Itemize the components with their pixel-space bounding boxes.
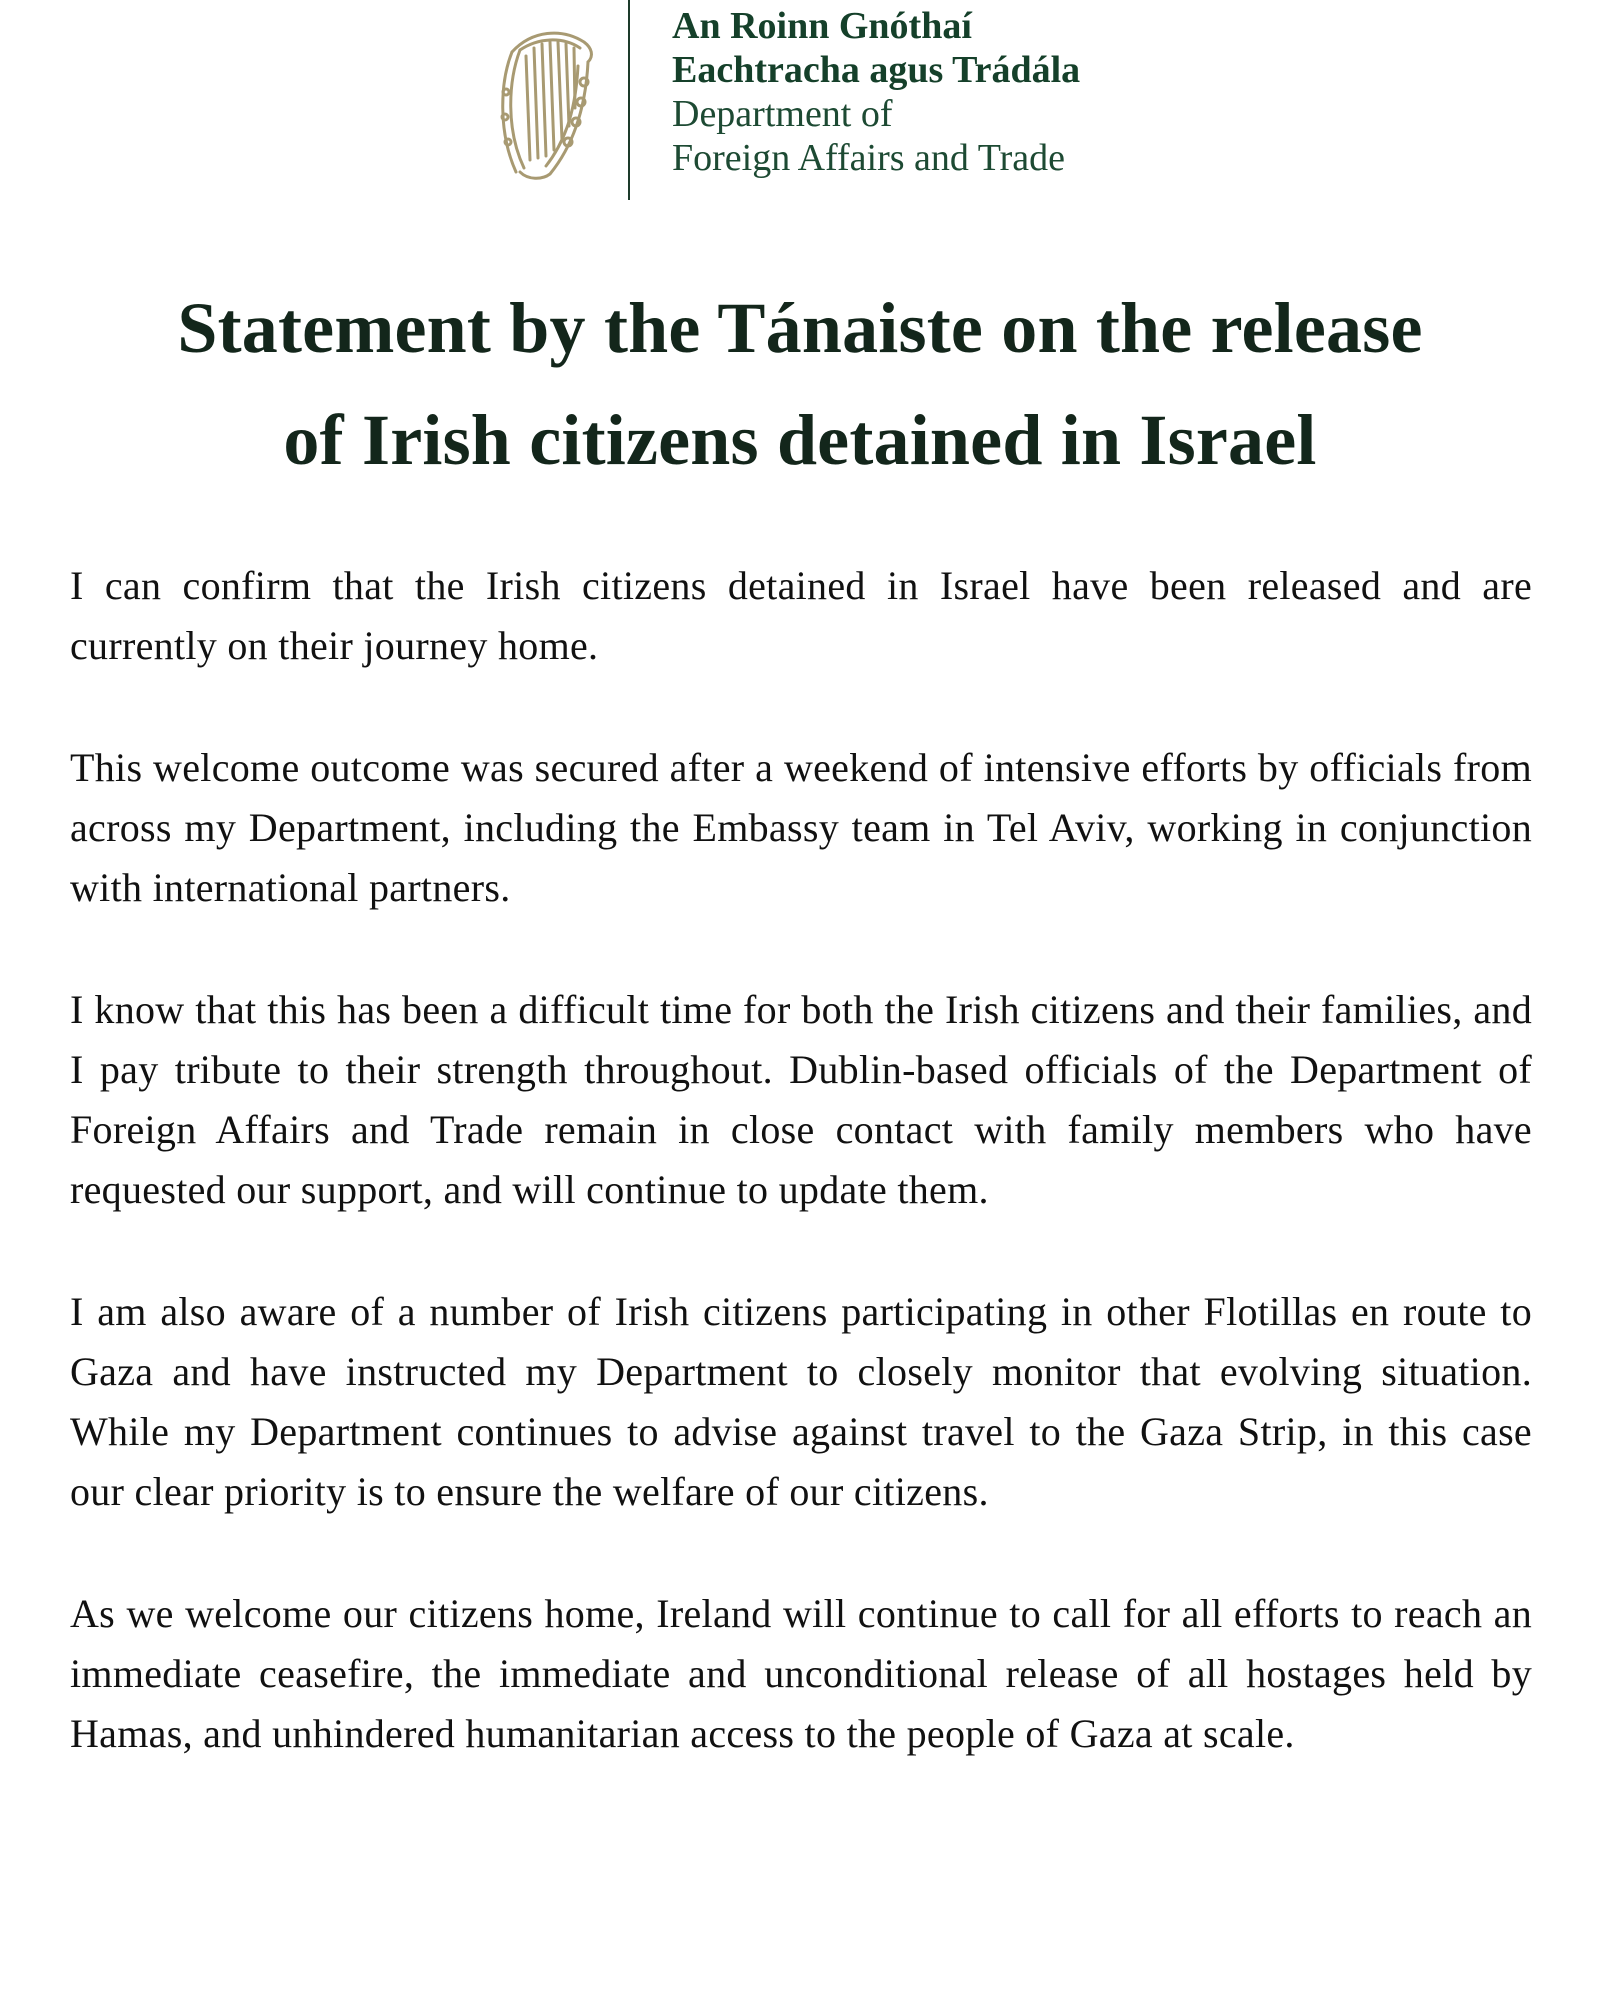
masthead-divider [628, 0, 630, 200]
statement-paragraph: This welcome outcome was secured after a weekend of intensive efforts by officials from across my Department, including the Embassy team in Tel Aviv, working in conjunction with international partners. [70, 745, 1532, 910]
statement-paragraph: I know that this has been a difficult time for both the Irish citizens and their families, and I pay tribute to their strength throughout. Dublin-based officials of the Department of Foreign Affairs and Trade remain in close contact with family members who have requested our support, and will continue to update them. [70, 987, 1532, 1212]
statement-body [70, 556, 1532, 1826]
statement-paragraph: As we welcome our citizens home, Ireland will continue to call for all efforts to reach an immediate ceasefire, the immediate and unconditional release of all hostages held by Hamas, and unhindered humanitarian access to the people of Gaza at scale. [70, 1591, 1532, 1756]
statement-title [60, 272, 1540, 496]
statement-title-line2: of Irish citizens detained in Israel [283, 400, 1317, 480]
department-masthead [480, 0, 1200, 205]
statement-title-line1: Statement by the Tánaiste on the release [177, 288, 1423, 368]
dept-name-irish-line1: An Roinn Gnóthaí [672, 5, 972, 47]
dept-name-irish-line2: Eachtracha agus Trádála [672, 49, 1081, 91]
harp-icon [492, 22, 600, 182]
dept-name-english-line2: Foreign Affairs and Trade [672, 137, 1065, 179]
statement-paragraph: I am also aware of a number of Irish citizens participating in other Flotillas en route to Gaza and have instructed my Department to closely monitor that evolving situation. While my Department continues to advise against travel to the Gaza Strip, in this case our clear priority is to ensure the welfare of our citizens. [70, 1289, 1532, 1514]
statement-paragraph: I can confirm that the Irish citizens detained in Israel have been released and are currently on their journey home. [70, 563, 1532, 668]
department-name-block [672, 4, 1192, 180]
dept-name-english-line1: Department of [672, 93, 893, 135]
